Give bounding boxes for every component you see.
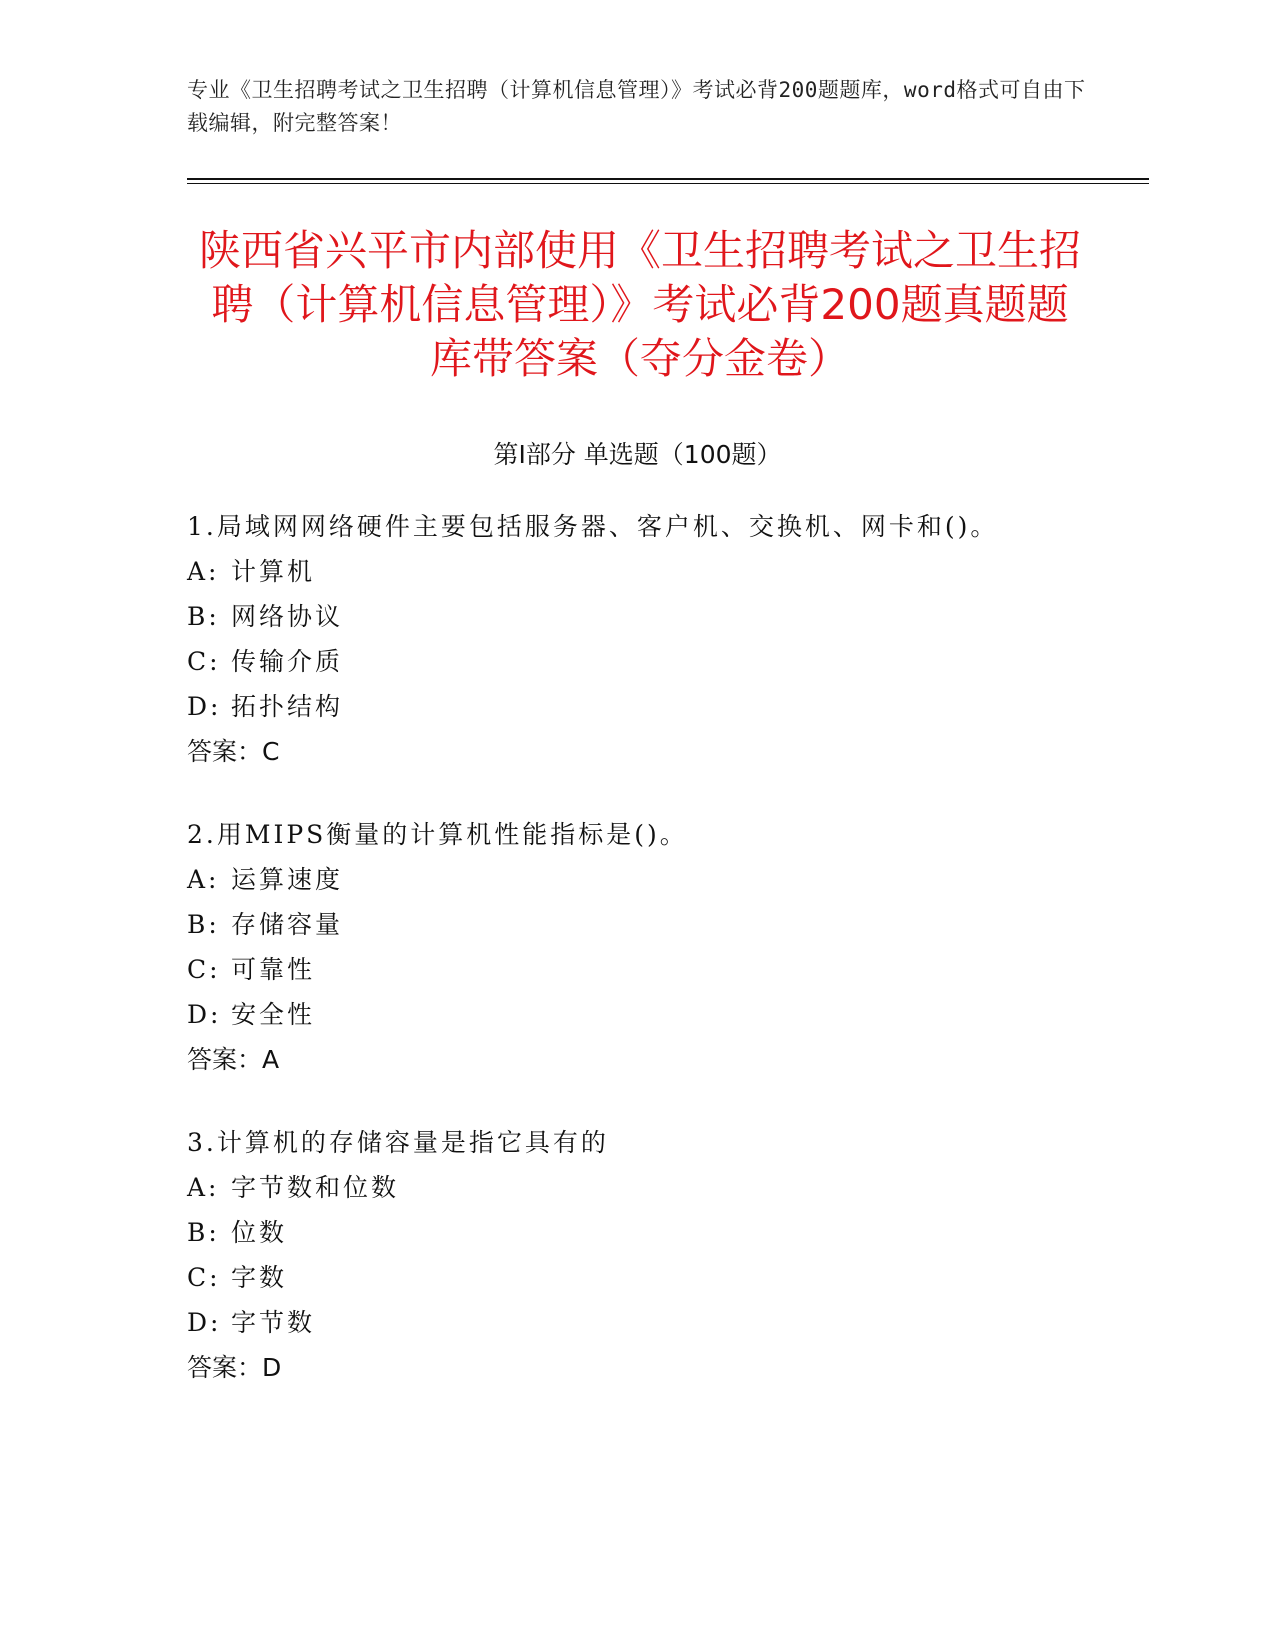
question-stem: 3.计算机的存储容量是指它具有的: [187, 1128, 609, 1157]
option-b: [187, 902, 1147, 947]
option-a: [187, 857, 1147, 902]
question-stem: 2.用MIPS衡量的计算机性能指标是()。: [187, 820, 688, 849]
option-d: [187, 684, 1147, 729]
option-letter: D:: [187, 1308, 222, 1337]
option-text: 网络协议: [231, 602, 344, 631]
option-a: [187, 549, 1147, 594]
header-divider: [187, 178, 1149, 180]
header-note: 专业《卫生招聘考试之卫生招聘（计算机信息管理）》考试必背200题题库，word格式可自由下载编辑，附完整答案！: [187, 78, 1086, 135]
option-letter: A:: [187, 1173, 220, 1202]
option-c: [187, 1255, 1147, 1300]
question-2: [187, 812, 1147, 1082]
option-letter: B:: [187, 602, 220, 631]
question-1: [187, 504, 1147, 774]
option-letter: B:: [187, 910, 220, 939]
option-d: [187, 1300, 1147, 1345]
option-letter: A:: [187, 865, 220, 894]
answer: 答案：D: [187, 1353, 282, 1382]
option-text: 位数: [231, 1218, 288, 1247]
option-letter: C:: [187, 955, 221, 984]
option-letter: C:: [187, 647, 221, 676]
option-letter: C:: [187, 1263, 221, 1292]
option-text: 存储容量: [231, 910, 344, 939]
option-c: [187, 947, 1147, 992]
header-divider-thin: [187, 183, 1149, 184]
option-letter: B:: [187, 1218, 220, 1247]
option-letter: D:: [187, 1000, 222, 1029]
question-3: [187, 1120, 1147, 1390]
answer: 答案：A: [187, 1045, 280, 1074]
option-text: 安全性: [231, 1000, 316, 1029]
option-text: 可靠性: [231, 955, 316, 984]
option-d: [187, 992, 1147, 1037]
option-text: 拓扑结构: [231, 692, 344, 721]
option-letter: D:: [187, 692, 222, 721]
option-c: [187, 639, 1147, 684]
option-text: 计算机: [231, 557, 316, 586]
option-a: [187, 1165, 1147, 1210]
option-text: 字节数: [231, 1308, 316, 1337]
option-text: 字数: [231, 1263, 288, 1292]
option-text: 运算速度: [231, 865, 344, 894]
option-letter: A:: [187, 557, 220, 586]
option-b: [187, 1210, 1147, 1255]
document-title: 陕西省兴平市内部使用《卫生招聘考试之卫生招聘（计算机信息管理）》考试必背200题真题题库带答案（夺分金卷）: [198, 226, 1081, 383]
section-title: 第Ⅰ部分 单选题（100题）: [493, 440, 782, 469]
option-text: 字节数和位数: [231, 1173, 400, 1202]
option-b: [187, 594, 1147, 639]
option-text: 传输介质: [231, 647, 344, 676]
answer: 答案：C: [187, 737, 280, 766]
question-stem: 1.局域网网络硬件主要包括服务器、客户机、交换机、网卡和()。: [187, 512, 999, 541]
